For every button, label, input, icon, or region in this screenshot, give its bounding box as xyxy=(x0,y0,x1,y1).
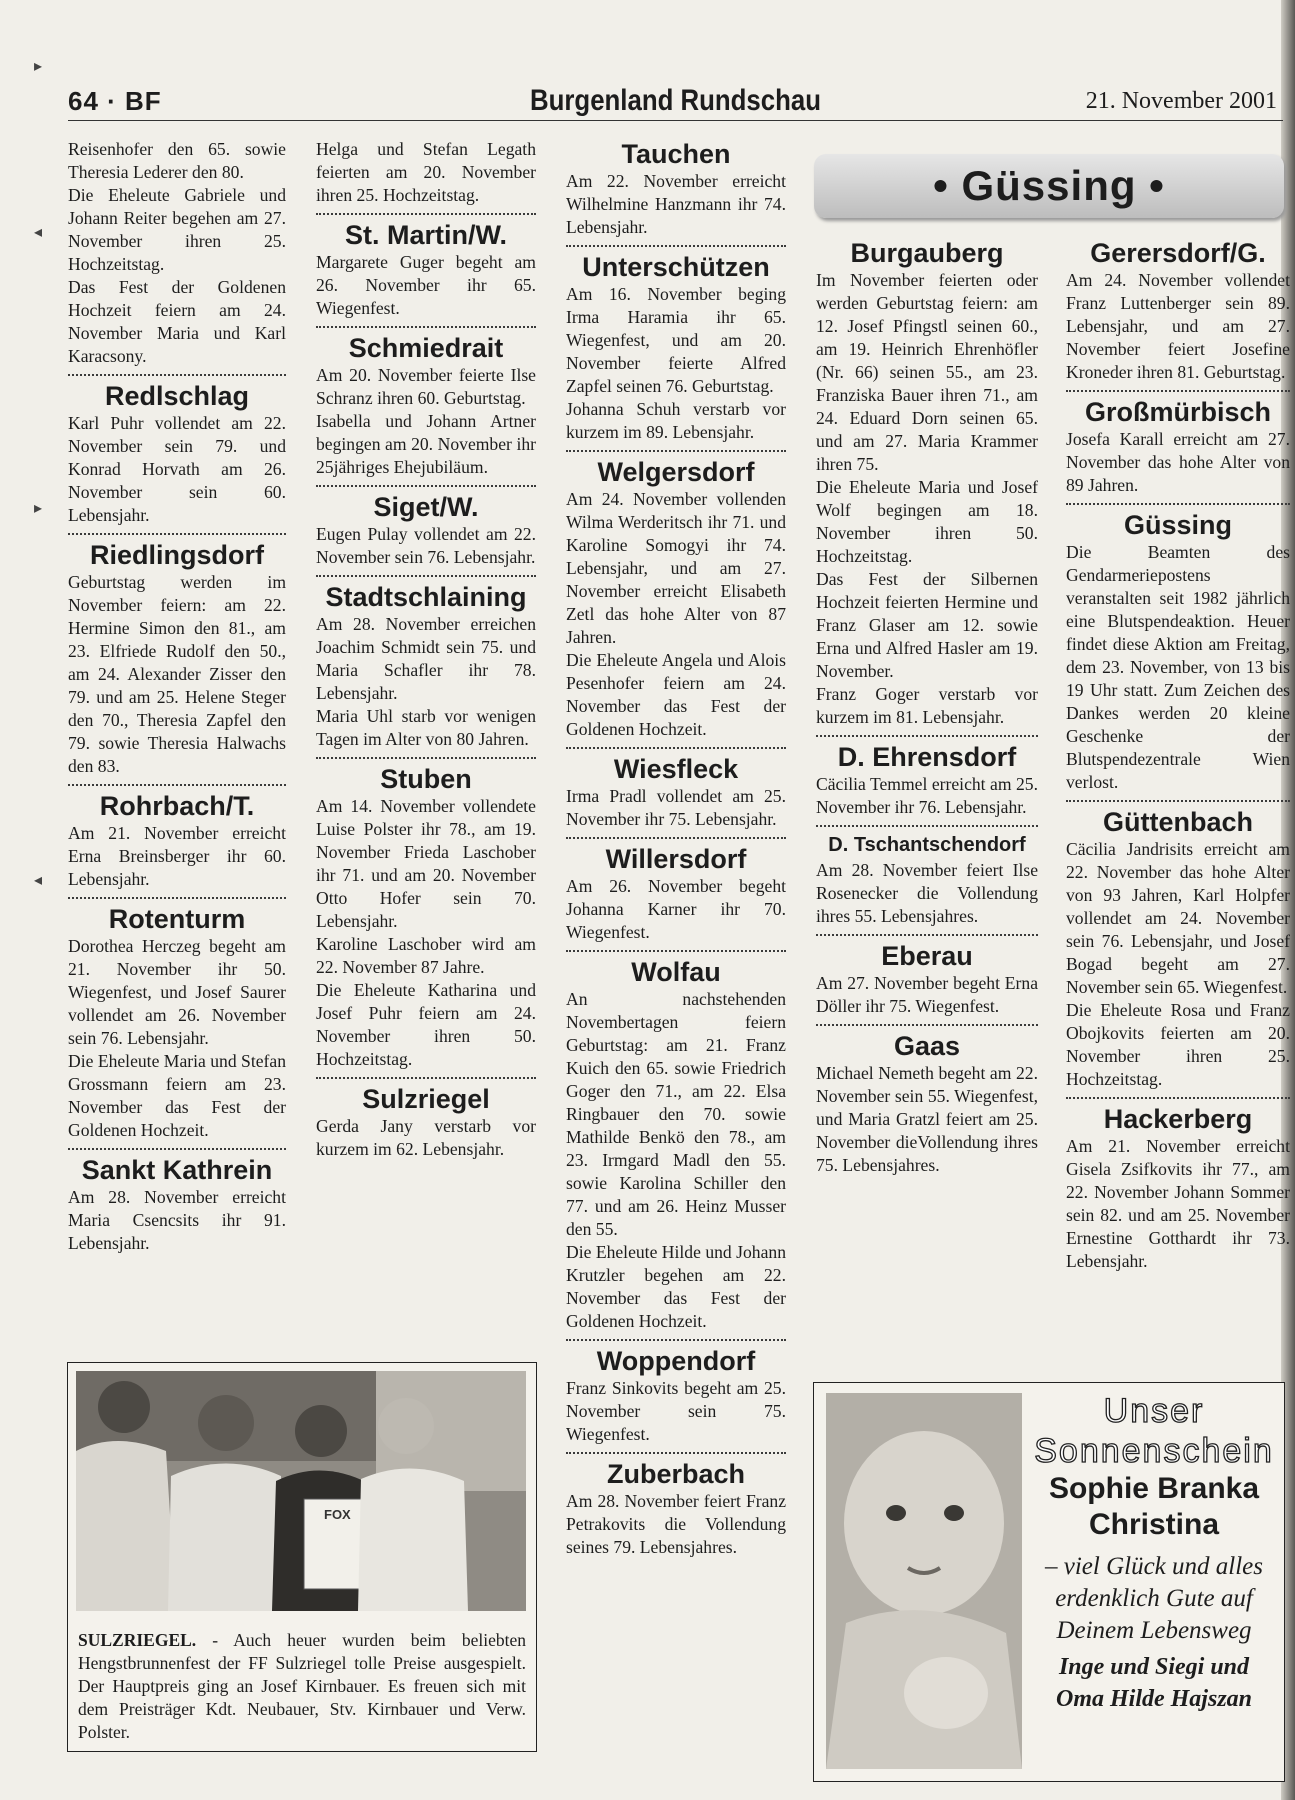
baby-photo xyxy=(826,1393,1022,1769)
margin-mark: ▸ xyxy=(34,500,43,517)
place-heading: Gerersdorf/G. xyxy=(1090,238,1266,268)
notice-text: Karl Puhr vollendet am 22. November sein 79. und Konrad Horvath am 26. November sein 60. Lebensjahr. xyxy=(68,413,286,525)
place-heading: Gaas xyxy=(816,1024,1038,1062)
place-heading: Unterschützen xyxy=(566,245,786,283)
notice-text: Am 21. November erreicht Gisela Zsifkovits ihr 77., am 22. November Johann Sommer sein 82. und am 25. November Ernestine Gotthardt ihr 73. Lebensjahr. xyxy=(1066,1136,1290,1271)
notice-text: Gerda Jany verstarb vor kurzem im 62. Lebensjahr. xyxy=(316,1116,536,1159)
place-heading: Sankt Kathrein xyxy=(68,1148,286,1186)
notice-text: Die Eheleute Maria und Stefan Grossmann feiern am 23. November das Fest der Goldenen Hochzeit. xyxy=(68,1051,286,1140)
notice-text: Am 20. November feierte Ilse Schranz ihren 60. Geburtstag. xyxy=(316,365,536,408)
notice-text: Margarete Guger begeht am 26. November ihr 65. Wiegenfest. xyxy=(316,252,536,318)
notice-text: Die Eheleute Angela und Alois Pesenhofer feiern am 24. November das Fest der Goldenen Hochzeit. xyxy=(566,650,786,739)
photo-caption xyxy=(78,1629,526,1744)
page-number: 64 · BF xyxy=(68,86,162,116)
caption-lead: SULZRIEGEL. xyxy=(78,1630,197,1650)
notice-text: Franz Sinkovits begeht am 25. November sein 75. Wiegenfest. xyxy=(566,1378,786,1444)
place-heading: Burgauberg xyxy=(850,238,1004,268)
place-heading: Großmürbisch xyxy=(1066,390,1290,428)
newspaper-title: Burgenland Rundschau xyxy=(529,84,821,117)
place-heading: Güssing xyxy=(1066,503,1290,541)
place-heading: Welgersdorf xyxy=(566,450,786,488)
place-heading: Willersdorf xyxy=(566,837,786,875)
ad-title-line-2: Sonnenschein xyxy=(1034,1432,1274,1470)
notice-text: Reisenhofer den 65. sowie Theresia Lederer den 80. xyxy=(68,139,286,182)
place-heading: Siget/W. xyxy=(316,485,536,523)
notice-text: Am 28. November erreicht Maria Csencsits ihr 91. Lebensjahr. xyxy=(68,1187,286,1253)
place-heading: Wolfau xyxy=(566,950,786,988)
notice-text: Die Eheleute Gabriele und Johann Reiter begehen am 27. November ihren 25. Hochzeitstag. xyxy=(68,185,286,274)
place-heading: Rotenturm xyxy=(68,897,286,935)
notice-text: Cäcilia Temmel erreicht am 25. November ihr 76. Lebensjahr. xyxy=(816,774,1038,817)
margin-mark: ◂ xyxy=(34,872,43,889)
wish-line: – viel Glück und alles xyxy=(1045,1553,1263,1580)
place-heading: Stadtschlaining xyxy=(316,575,536,613)
notice-text: Geburtstag werden im November feiern: am 22. Hermine Simon den 81., am 23. Elfriede Rudolf den 50., am 24. Alexander Zisser den 79. und am 25. Helene Steger den 70., Theresia Zapfel den 79. sowie Theresia Halwachs den 83. xyxy=(68,572,286,776)
wish-line: erdenklich Gute auf xyxy=(1055,1585,1253,1612)
notice-text: Maria Uhl starb vor wenigen Tagen im Alter von 80 Jahren. xyxy=(316,706,536,749)
notice-text: Am 24. November vollenden Wilma Werderitsch ihr 71. und Karoline Somogyi ihr 74. Lebensjahr, und am 27. November erreicht Elisabeth Zetl das hohe Alter von 87 Jahren. xyxy=(566,489,786,647)
group-photo xyxy=(76,1371,526,1611)
column-4 xyxy=(816,237,1038,1177)
baby-name-line-1: Sophie Branka xyxy=(1048,1472,1260,1505)
place-heading: Tauchen xyxy=(621,139,731,169)
notice-text: Am 16. November beging Irma Haramia ihr 65. Wiegenfest, und am 20. November feierte Alfred Zapfel seinen 76. Geburtstag. xyxy=(566,284,786,396)
notice-text: An nachstehenden Novembertagen feiern Geburtstag: am 21. Franz Kuich den 65. sowie Friedrich Goger den 71., am 22. Elsa Ringbauer den 70. sowie Mathilde Benkö den 78., am 23. Irmgard Madl den 55. sowie Karolina Schiller den 77. und am 26. Heinz Musser den 55. xyxy=(566,989,786,1239)
notice-text: Am 28. November feiert Franz Petrakovits die Vollendung seines 79. Lebensjahres. xyxy=(566,1491,786,1557)
sunshine-ad xyxy=(813,1382,1285,1782)
notice-text: Isabella und Johann Artner begingen am 20. November ihr 25jähriges Ehejubiläum. xyxy=(316,411,536,477)
margin-mark: ◂ xyxy=(34,224,43,241)
place-heading: Woppendorf xyxy=(566,1339,786,1377)
notice-text: Die Eheleute Rosa und Franz Obojkovits feierten am 20. November ihren 25. Hochzeitstag. xyxy=(1066,1000,1290,1089)
place-heading: D. Tschantschendorf xyxy=(816,825,1038,859)
margin-mark: ▸ xyxy=(34,58,43,75)
notice-text: Am 14. November vollendete Luise Polster ihr 78., am 19. November Frieda Laschober ihr 71. und am 20. November Otto Hofer sein 70. Lebensjahr. xyxy=(316,796,536,931)
place-heading: St. Martin/W. xyxy=(316,213,536,251)
notice-text: Michael Nemeth begeht am 22. November sein 55. Wiegenfest, und Maria Gratzl feiert am 25. November dieVollendung ihres 75. Lebensjahres. xyxy=(816,1063,1038,1175)
place-heading: Sulzriegel xyxy=(316,1077,536,1115)
notice-text: Die Eheleute Katharina und Josef Puhr feiern am 24. November ihren 50. Hochzeitstag. xyxy=(316,980,536,1069)
issue-date: 21. November 2001 xyxy=(1085,88,1277,114)
notice-text: Die Eheleute Maria und Josef Wolf begingen am 18. November ihren 50. Hochzeitstag. xyxy=(816,477,1038,566)
place-heading: Zuberbach xyxy=(566,1452,786,1490)
column-2 xyxy=(316,138,536,1161)
place-heading: Rohrbach/T. xyxy=(68,784,286,822)
notice-text: Die Eheleute Hilde und Johann Krutzler begehen am 22. November das Fest der Goldenen Hochzeit. xyxy=(566,1242,786,1331)
baby-name-line-2: Christina xyxy=(1088,1508,1220,1541)
place-heading: Riedlingsdorf xyxy=(68,533,286,571)
place-heading: Redlschlag xyxy=(68,374,286,412)
notice-text: Am 26. November begeht Johanna Karner ihr 70. Wiegenfest. xyxy=(566,876,786,942)
notice-text: Franz Goger verstarb vor kurzem im 81. Lebensjahr. xyxy=(816,684,1038,727)
notice-text: Dorothea Herczeg begeht am 21. November ihr 50. Wiegenfest, und Josef Saurer vollendet am 26. November sein 76. Lebensjahr. xyxy=(68,936,286,1048)
photo-box xyxy=(67,1362,537,1752)
notice-text: Die Beamten des Gendarmeriepostens veranstalten seit 1982 jährlich eine Blutspendeaktion. Heuer findet diese Aktion am Freitag, dem 23. November, von 13 bis 19 Uhr statt. Zum Zeichen des Dankes werden 20 kleine Geschenke der Blutspendezentrale Wien verlost. xyxy=(1066,542,1290,792)
notice-text: Irma Pradl vollendet am 25. November ihr 75. Lebensjahr. xyxy=(566,786,786,829)
place-heading: D. Ehrensdorf xyxy=(816,735,1038,773)
notice-text: Josefa Karall erreicht am 27. November das hohe Alter von 89 Jahren. xyxy=(1066,429,1290,495)
caption-text: - Auch heuer wurden beim beliebten Hengstbrunnenfest der FF Sulzriegel tolle Preise ausgespielt. Der Hauptpreis ging an Josef Kirnbauer. Es freuen sich mit dem Preisträger Kdt. Neubauer, Stv. Kirnbauer und Verw. Polster. xyxy=(78,1630,526,1742)
region-banner: • Güssing • xyxy=(814,154,1284,218)
notice-text: Am 21. November erreicht Erna Breinsberger ihr 60. Lebensjahr. xyxy=(68,823,286,889)
wish-line: Deinem Lebensweg xyxy=(1056,1617,1252,1644)
ad-signature xyxy=(1026,1651,1282,1715)
place-heading: Hackerberg xyxy=(1066,1097,1290,1135)
place-heading: Wiesfleck xyxy=(566,747,786,785)
ad-title-line-1: Unser xyxy=(1103,1392,1205,1430)
notice-text: Cäcilia Jandrisits erreicht am 22. November das hohe Alter von 93 Jahren, Karl Holpfer vollendet am 24. November sein 76. Lebensjahr, und Josef Bogad begeht am 27. November sein 65. Wiegenfest. xyxy=(1066,839,1290,997)
column-3 xyxy=(566,138,786,1559)
notice-text: Im November feierten oder werden Geburtstag feiern: am 12. Josef Pfingstl seinen 60., am 19. Heinrich Ehrenhöfler (Nr. 66) seinen 55., am 23. Franziska Bauer ihren 71., am 24. Eduard Dorn seinen 65. und am 27. Maria Krammer ihren 75. xyxy=(816,270,1038,474)
page-header xyxy=(68,84,1283,121)
place-heading: Eberau xyxy=(816,934,1038,972)
place-heading: Stuben xyxy=(316,757,536,795)
place-heading: Güttenbach xyxy=(1066,800,1290,838)
baby-photo-illustration xyxy=(826,1393,1022,1769)
from-line: Inge und Siegi und xyxy=(1058,1654,1250,1680)
group-photo-illustration xyxy=(76,1371,526,1611)
notice-text: Am 22. November erreicht Wilhelmine Hanzmann ihr 74. Lebensjahr. xyxy=(566,171,786,237)
column-1 xyxy=(68,138,286,1255)
notice-text: Das Fest der Goldenen Hochzeit feiern am 24. November Maria und Karl Karacsony. xyxy=(68,277,286,366)
ad-wish xyxy=(1026,1551,1282,1647)
notice-text: Johanna Schuh verstarb vor kurzem im 89. Lebensjahr. xyxy=(566,399,786,442)
photo-sign-text: FOX xyxy=(324,1507,351,1522)
notice-text: Am 28. November erreichen Joachim Schmidt sein 75. und Maria Schafler ihr 78. Lebensjahr. xyxy=(316,614,536,703)
column-5 xyxy=(1066,237,1290,1273)
notice-text: Am 24. November vollendet Franz Luttenberger sein 89. Lebensjahr, und am 27. November feiert Josefine Kroneder ihren 81. Geburtstag. xyxy=(1066,270,1290,382)
from-line: Oma Hilde Hajszan xyxy=(1055,1686,1253,1712)
notice-text: Eugen Pulay vollendet am 22. November sein 76. Lebensjahr. xyxy=(316,524,536,567)
notice-text: Das Fest der Silbernen Hochzeit feierten Hermine und Franz Glaser am 12. sowie Erna und Alfred Hasler am 19. November. xyxy=(816,569,1038,681)
place-heading: Schmiedrait xyxy=(316,326,536,364)
notice-text: Helga und Stefan Legath feierten am 20. November ihren 25. Hochzeitstag. xyxy=(316,139,536,205)
notice-text: Karoline Laschober wird am 22. November 87 Jahre. xyxy=(316,934,536,977)
notice-text: Am 28. November feiert Ilse Rosenecker die Vollendung ihres 55. Lebensjahres. xyxy=(816,860,1038,926)
notice-text: Am 27. November begeht Erna Döller ihr 75. Wiegenfest. xyxy=(816,973,1038,1016)
sunshine-text xyxy=(1026,1391,1282,1715)
